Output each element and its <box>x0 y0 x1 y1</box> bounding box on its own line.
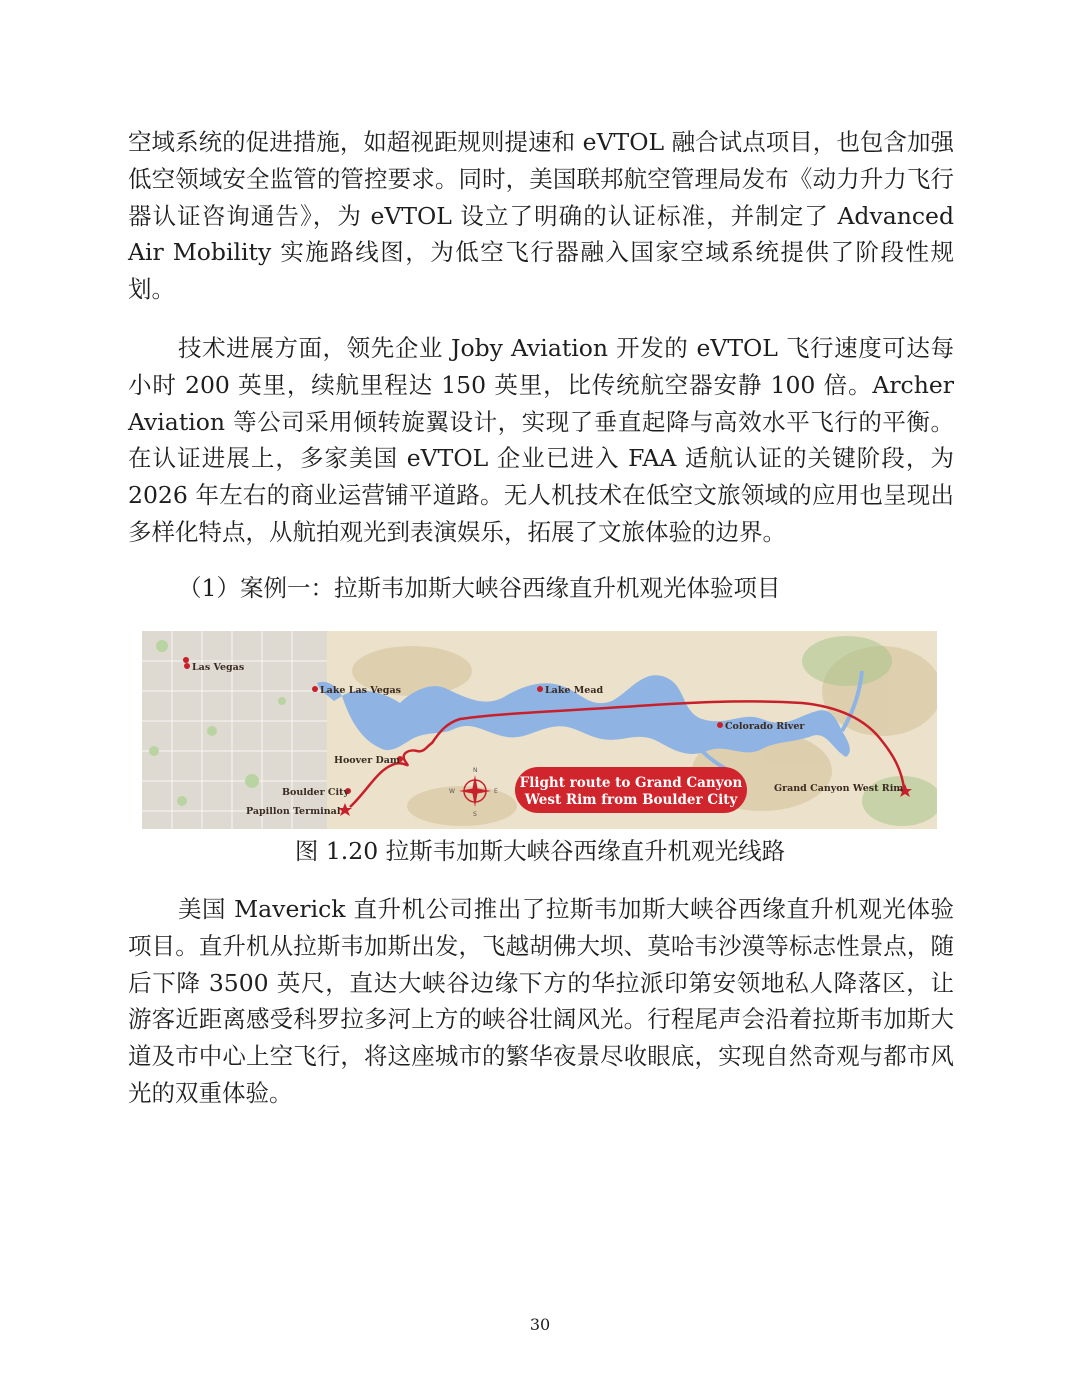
label-lake-las-vegas: Lake Las Vegas <box>320 685 401 696</box>
label-grand-canyon-west-rim: Grand Canyon West Rim <box>774 783 904 794</box>
compass-south: S <box>473 811 477 818</box>
paragraph-airspace-measures: 空域系统的促进措施，如超视距规则提速和 eVTOL 融合试点项目，也包含加强低空领域安全监管的管控要求。同时，美国联邦航空管理局发布《动力升力飞行器认证咨询通告》，为 eVTOL 设立了明确的认证标准，并制定了 Advanced Air Mobility 实施路线图，为低空飞行器融入国家空域系统提供了阶段性规划。 <box>128 128 954 304</box>
compass-north: N <box>473 767 478 774</box>
compass-west: W <box>449 788 455 795</box>
paragraph-technology-progress: 技术进展方面，领先企业 Joby Aviation 开发的 eVTOL 飞行速度可达每小时 200 英里，续航里程达 150 英里，比传统航空器安静 100 倍。Archer Aviation 等公司采用倾转旋翼设计，实现了垂直起降与高效水平飞行的平衡。在认证进展上，多家美国 eVTOL 企业已进入 FAA 适航认证的关键阶段，为 2026 年左右的商业运营铺平道路。无人机技术在低空文旅领域的应用也呈现出多样化特点，从航拍观光到表演娱乐，拓展了文旅体验的边界。 <box>128 334 954 546</box>
label-las-vegas: Las Vegas <box>192 662 245 673</box>
route-map-figure <box>142 631 937 829</box>
label-papillon-terminal: Papillon Terminal <box>246 806 341 817</box>
case-heading: （1）案例一：拉斯韦加斯大峡谷西缘直升机观光体验项目 <box>178 574 781 602</box>
route-map <box>142 631 937 829</box>
pin-icon <box>183 657 189 663</box>
label-lake-mead: Lake Mead <box>545 685 604 696</box>
label-colorado-river: Colorado River <box>725 721 805 732</box>
label-boulder-city: Boulder City <box>282 787 349 798</box>
paragraph-maverick-tour: 美国 Maverick 直升机公司推出了拉斯韦加斯大峡谷西缘直升机观光体验项目。直升机从拉斯韦加斯出发，飞越胡佛大坝、莫哈韦沙漠等标志性景点，随后下降 3500 英尺，直达大峡谷边缘下方的华拉派印第安领地私人降落区，让游客近距离感受科罗拉多河上方的峡谷壮阔风光。行程尾声会沿着拉斯韦加斯大道及市中心上空飞行，将这座城市的繁华夜景尽收眼底，实现自然奇观与都市风光的双重体验。 <box>128 895 954 1107</box>
banner-line-1: Flight route to Grand Canyon <box>519 775 743 791</box>
compass-east: E <box>494 788 498 795</box>
label-hoover-dam: Hoover Dam <box>334 755 400 766</box>
banner-line-2: West Rim from Boulder City <box>524 792 738 808</box>
figure-caption: 图 1.20 拉斯韦加斯大峡谷西缘直升机观光线路 <box>294 837 786 865</box>
page-number: 30 <box>529 1315 551 1334</box>
